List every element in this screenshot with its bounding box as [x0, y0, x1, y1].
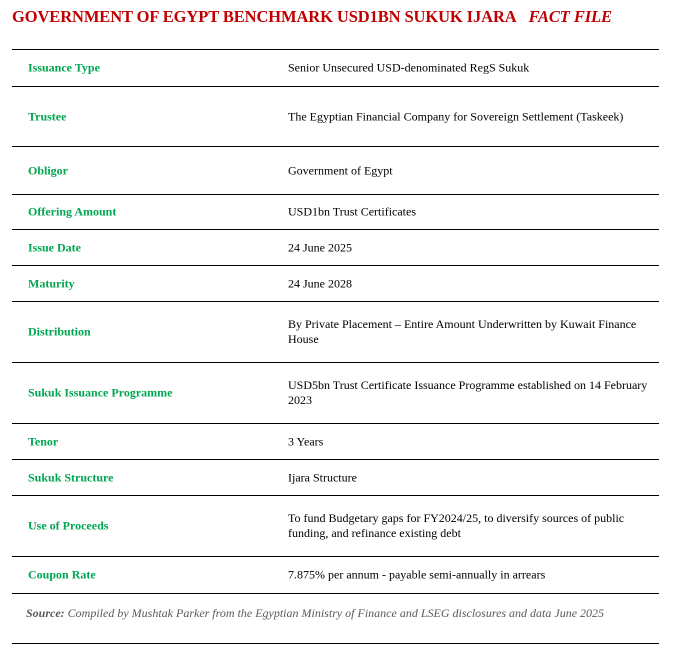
row-value: The Egyptian Financial Company for Sovereign Settlement (Taskeek): [288, 109, 624, 123]
row-label: Sukuk Structure: [28, 470, 114, 484]
row-value: 24 June 2028: [288, 276, 352, 290]
table-row: [12, 302, 659, 363]
table-row: [12, 195, 659, 230]
page-title: [12, 7, 672, 27]
row-value: Senior Unsecured USD-denominated RegS Sukuk: [288, 60, 530, 75]
row-value: Ijara Structure: [288, 470, 357, 484]
row-label: Coupon Rate: [28, 567, 96, 582]
row-value: To fund Budgetary gaps for FY2024/25, to diversify sources of public funding, and refinance existing debt: [288, 511, 625, 540]
title-text: GOVERNMENT OF EGYPT BENCHMARK USD1BN SUKUK IJARA: [12, 7, 517, 26]
row-label: Obligor: [28, 163, 69, 177]
table-row: [12, 496, 659, 557]
row-value: 7.875% per annum - payable semi-annually in arrears: [288, 567, 546, 582]
row-value: USD5bn Trust Certificate Issuance Programme established on 14 February 2023: [288, 378, 648, 407]
row-value: 24 June 2025: [288, 240, 352, 254]
source-text: Compiled by Mushtak Parker from the Egyptian Ministry of Finance and LSEG disclosures and data June 2025: [67, 606, 605, 620]
table-row: [12, 460, 659, 496]
bottom-rule: [12, 643, 659, 644]
table-row: [12, 424, 659, 460]
source-note: [26, 606, 666, 621]
table-row: [12, 230, 659, 266]
row-label: Offering Amount: [28, 204, 117, 219]
row-label: Trustee: [28, 109, 67, 123]
row-label: Use of Proceeds: [28, 518, 109, 533]
row-label: Sukuk Issuance Programme: [28, 385, 173, 400]
row-value: By Private Placement – Entire Amount Underwritten by Kuwait Finance House: [288, 317, 637, 346]
row-value: Government of Egypt: [288, 163, 393, 177]
fact-table: [12, 50, 659, 594]
row-label: Issue Date: [28, 240, 81, 254]
row-value: USD1bn Trust Certificates: [288, 204, 417, 219]
row-label: Distribution: [28, 324, 91, 339]
row-value: 3 Years: [288, 434, 324, 448]
table-row: [12, 363, 659, 424]
source-label: Source:: [26, 606, 65, 620]
row-label: Issuance Type: [28, 60, 100, 75]
table-row: [12, 50, 659, 87]
row-label: Maturity: [28, 276, 75, 290]
row-label: Tenor: [28, 434, 59, 448]
title-fact-file: FACT FILE: [528, 7, 612, 26]
table-row: [12, 557, 659, 594]
table-row: [12, 266, 659, 302]
table-row: [12, 87, 659, 147]
table-row: [12, 147, 659, 195]
